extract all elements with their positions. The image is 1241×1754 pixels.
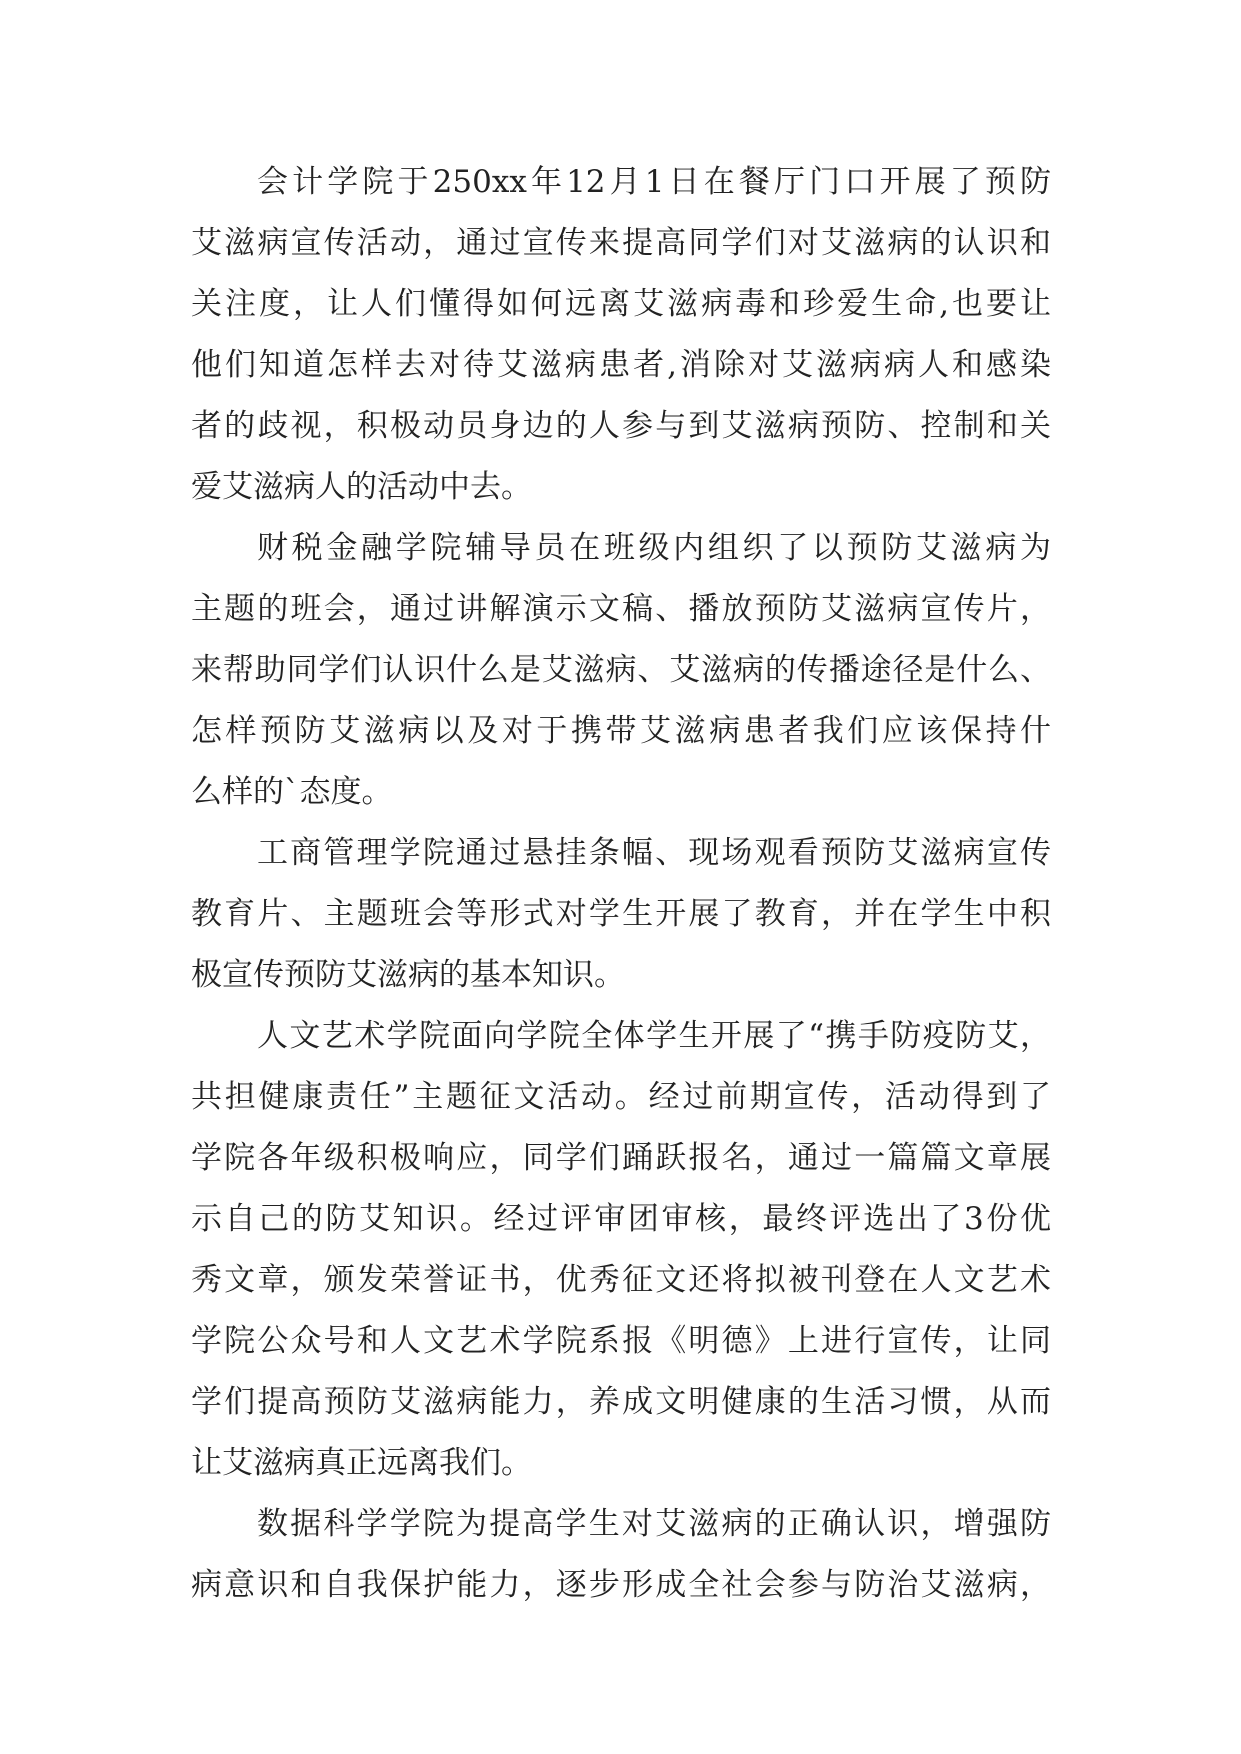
- paragraph-line: 怎样预防艾滋病以及对于携带艾滋病患者我们应该保持什: [191, 713, 1051, 749]
- paragraph-line: 财税金融学院辅导员在班级内组织了以预防艾滋病为: [257, 530, 1051, 566]
- paragraph-line: 学们提高预防艾滋病能力，养成文明健康的生活习惯，从而: [191, 1384, 1051, 1420]
- paragraph-finance-school: [191, 518, 1051, 823]
- paragraph-business-school: [191, 823, 1051, 1006]
- paragraph-line: 学院公众号和人文艺术学院系报《明德》上进行宣传，让同: [191, 1323, 1051, 1359]
- paragraph-line: 会计学院于250xx年12月1日在餐厅门口开展了预防: [257, 164, 1051, 200]
- paragraph-line: 让艾滋病真正远离我们。: [191, 1445, 532, 1481]
- paragraph-line: 共担健康责任”主题征文活动。经过前期宣传，活动得到了: [191, 1079, 1051, 1115]
- paragraph-line: 病意识和自我保护能力，逐步形成全社会参与防治艾滋病，: [191, 1567, 1051, 1603]
- paragraph-line: 数据科学学院为提高学生对艾滋病的正确认识，增强防: [257, 1506, 1051, 1542]
- paragraph-accounting-school: [191, 152, 1051, 518]
- paragraph-line: 教育片、主题班会等形式对学生开展了教育，并在学生中积: [191, 896, 1051, 932]
- paragraph-line: 极宣传预防艾滋病的基本知识。: [191, 957, 625, 993]
- paragraph-line: 主题的班会，通过讲解演示文稿、播放预防艾滋病宣传片，: [191, 591, 1051, 627]
- paragraph-line: 艾滋病宣传活动，通过宣传来提高同学们对艾滋病的认识和: [191, 225, 1051, 261]
- paragraph-line: 秀文章，颁发荣誉证书，优秀征文还将拟被刊登在人文艺术: [191, 1262, 1051, 1298]
- paragraph-line: 他们知道怎样去对待艾滋病患者,消除对艾滋病病人和感染: [191, 347, 1051, 383]
- paragraph-data-science-school: [191, 1494, 1051, 1616]
- paragraph-line: 工商管理学院通过悬挂条幅、现场观看预防艾滋病宣传: [257, 835, 1051, 871]
- paragraph-line: 来帮助同学们认识什么是艾滋病、艾滋病的传播途径是什么、: [191, 652, 1051, 688]
- paragraph-line: 么样的`态度。: [191, 774, 393, 810]
- paragraph-line: 爱艾滋病人的活动中去。: [191, 469, 532, 505]
- paragraph-line: 示自己的防艾知识。经过评审团审核，最终评选出了3份优: [191, 1201, 1051, 1237]
- document-body: [191, 152, 1051, 1616]
- paragraph-line: 关注度，让人们懂得如何远离艾滋病毒和珍爱生命,也要让: [191, 286, 1051, 322]
- paragraph-line: 者的歧视，积极动员身边的人参与到艾滋病预防、控制和关: [191, 408, 1051, 444]
- paragraph-line: 学院各年级积极响应，同学们踊跃报名，通过一篇篇文章展: [191, 1140, 1051, 1176]
- paragraph-humanities-school: [191, 1006, 1051, 1494]
- paragraph-line: 人文艺术学院面向学院全体学生开展了“携手防疫防艾，: [257, 1018, 1051, 1054]
